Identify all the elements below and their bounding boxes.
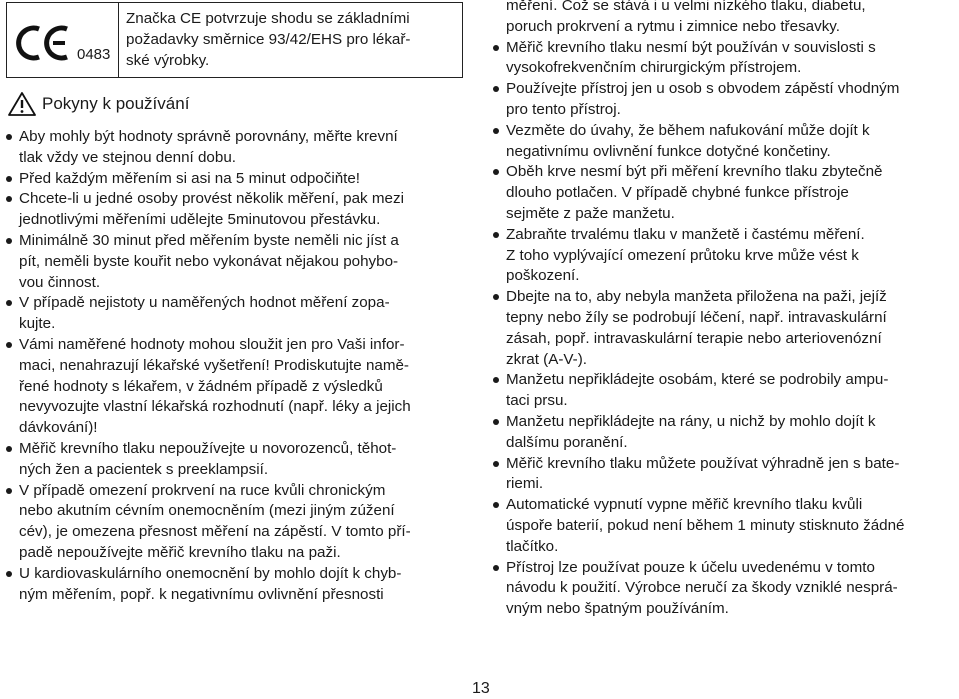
text-line: negativnímu ovlivnění funkce dotyčné končetiny. <box>506 142 831 160</box>
text-line: Chcete-li u jedné osoby provést několik měření, pak mezi <box>19 190 404 208</box>
text-line: Zabraňte trvalému tlaku v manžetě i častému měření. <box>506 225 865 243</box>
list-item <box>493 121 955 163</box>
text-line: Oběh krve nesmí být při měření krevního tlaku zbytečně <box>506 163 883 181</box>
list-item <box>493 370 955 412</box>
bullet-icon <box>6 300 12 306</box>
text-line: úspoře baterií, pokud není během 1 minuty stisknuto žádné <box>506 516 905 534</box>
bullet-icon <box>6 196 12 202</box>
bullet-icon <box>6 488 12 494</box>
bullet-icon <box>493 419 499 425</box>
list-item <box>6 169 461 190</box>
text-line: Manžetu nepřikládejte osobám, které se podrobily ampu- <box>506 371 889 389</box>
list-item <box>493 412 955 454</box>
text-line: řené hodnoty s lékařem, v žádném případě z výsledků <box>19 377 383 395</box>
bullet-icon <box>493 169 499 175</box>
text-line: Z toho vyplývající omezení průtoku krve může vést k <box>506 246 859 264</box>
bullet-icon <box>493 565 499 571</box>
text-line: Manžetu nepřikládejte na rány, u nichž by mohlo dojít k <box>506 412 876 430</box>
text-line: Dbejte na to, aby nebyla manžeta přiložena na paži, jejíž <box>506 288 887 306</box>
text-line: Před každým měřením si asi na 5 minut odpočiňte! <box>19 169 361 187</box>
text-line: Měřič krevního tlaku nepoužívejte u novorozenců, těhot- <box>19 439 397 457</box>
text-line: sejměte z paže manžetu. <box>506 204 675 222</box>
list-item <box>6 189 461 231</box>
list-item <box>493 558 955 620</box>
list-item <box>6 127 461 169</box>
instructions-list-left <box>6 127 461 605</box>
text-line: ným měřením, popř. k negativnímu ovlivnění přesnosti <box>19 585 384 603</box>
text-line: měření. Což se stává i u velmi nízkého tlaku, diabetu, <box>506 0 866 14</box>
bullet-icon <box>493 502 499 508</box>
list-item <box>493 162 955 224</box>
text-line: Minimálně 30 minut před měřením byste neměli nic jíst a <box>19 231 399 249</box>
list-item <box>493 38 955 80</box>
list-item <box>6 231 461 293</box>
list-item <box>493 225 955 287</box>
text-line: kujte. <box>19 315 56 333</box>
text-line: Vezměte do úvahy, že během nafukování může dojít k <box>506 121 870 139</box>
bullet-icon <box>493 128 499 134</box>
text-line: dlouho potlačen. V případě chybné funkce přístroje <box>506 184 849 202</box>
bullet-icon <box>6 446 12 452</box>
section-heading <box>8 92 189 116</box>
text-line: tlačítko. <box>506 537 559 555</box>
text-line: zkrat (A-V-). <box>506 350 588 368</box>
list-item <box>493 79 955 121</box>
warning-icon <box>8 92 36 116</box>
bullet-icon <box>6 238 12 244</box>
bullet-icon <box>6 134 12 140</box>
text-line: dávkování)! <box>19 419 98 437</box>
ce-text-line: Značka CE potvrzuje shodu se základními <box>126 10 410 27</box>
list-item <box>6 293 461 335</box>
list-item <box>6 564 461 606</box>
text-line: vným nebo špatným používáním. <box>506 600 729 618</box>
text-line: pít, neměli byste kouřit nebo vykonávat nějakou pohybo- <box>19 252 399 270</box>
text-line: riemi. <box>506 475 544 493</box>
heading-text: Pokyny k používání <box>42 93 190 113</box>
text-line: maci, nenahrazují lékařské vyšetření! Prodiskutujte namě- <box>19 356 409 374</box>
text-line: Přístroj lze používat pouze k účelu uvedenému v tomto <box>506 558 875 576</box>
list-item <box>493 454 955 496</box>
bullet-icon <box>493 461 499 467</box>
instructions-list-right <box>493 38 955 620</box>
text-line: zásah, popř. intravaskulární terapie nebo arteriovenózní <box>506 329 882 347</box>
ce-mark-cell <box>7 3 119 77</box>
ce-text-line: požadavky směrnice 93/42/EHS pro lékař- <box>126 30 411 48</box>
bullet-icon <box>493 45 499 51</box>
bullet-icon <box>493 232 499 238</box>
text-line: poruch prokrvení a rytmu i zimnice nebo třesavky. <box>506 17 840 35</box>
text-line: Měřič krevního tlaku nesmí být používán v souvislosti s <box>506 38 876 56</box>
list-item <box>493 495 955 557</box>
text-line: Automatické vypnutí vypne měřič krevního tlaku kvůli <box>506 496 863 514</box>
notified-body-number: 0483 <box>77 46 111 63</box>
ce-text-line: ské výrobky. <box>126 51 210 69</box>
bullet-icon <box>6 176 12 182</box>
text-line: vysokofrekvenčním chirurgickým přístrojem. <box>506 59 802 77</box>
bullet-icon <box>493 377 499 383</box>
text-line: poškození. <box>506 267 580 285</box>
list-item <box>6 481 461 564</box>
text-line: ných žen a pacientek s preeklampsií. <box>19 460 269 478</box>
text-line: V případě nejistoty u naměřených hodnot měření zopa- <box>19 294 390 312</box>
list-item <box>6 335 461 439</box>
text-line: vou činnost. <box>19 273 101 291</box>
continued-paragraph <box>493 0 955 38</box>
text-line: nevyvozujte vlastní lékařská rozhodnutí (např. léky a jejich <box>19 398 411 416</box>
text-line: tepny nebo žíly se podrobují léčení, např. intravaskulární <box>506 308 887 326</box>
text-line: Měřič krevního tlaku můžete používat výhradně jen s bate- <box>506 454 900 472</box>
bullet-icon <box>6 571 12 577</box>
bullet-icon <box>493 86 499 92</box>
ce-notice-box <box>6 2 463 78</box>
text-line: nebo akutním cévním onemocněním (mezi jiným zúžení <box>19 502 395 520</box>
list-item <box>6 439 461 481</box>
text-line: tlak vždy ve stejnou denní dobu. <box>19 148 236 166</box>
bullet-icon <box>6 342 12 348</box>
text-line: Používejte přístroj jen u osob s obvodem zápěstí vhodným <box>506 80 900 98</box>
text-line: U kardiovaskulárního onemocnění by mohlo dojít k chyb- <box>19 564 402 582</box>
text-line: cév), je omezena přesnost měření na zápěstí. V tomto pří- <box>19 523 411 541</box>
ce-mark-icon <box>15 23 75 63</box>
text-line: V případě omezení prokrvení na ruce kvůli chronickým <box>19 481 386 499</box>
page-number: 13 <box>472 680 490 697</box>
text-line: pro tento přístroj. <box>506 100 621 118</box>
text-line: padě nepoužívejte měřič krevního tlaku na paži. <box>19 543 341 561</box>
text-line: Vámi naměřené hodnoty mohou sloužit jen pro Vaši infor- <box>19 335 405 353</box>
text-line: dalšímu poranění. <box>506 433 628 451</box>
ce-notice-text <box>126 9 456 71</box>
list-item <box>493 287 955 370</box>
text-line: jednotlivými měřeními udělejte 5minutovou přestávku. <box>19 211 381 229</box>
bullet-icon <box>493 294 499 300</box>
text-line: návodu k použití. Výrobce neručí za škody vzniklé nesprá- <box>506 579 898 597</box>
text-line: taci prsu. <box>506 392 568 410</box>
text-line: Aby mohly být hodnoty správně porovnány, měřte krevní <box>19 128 398 145</box>
